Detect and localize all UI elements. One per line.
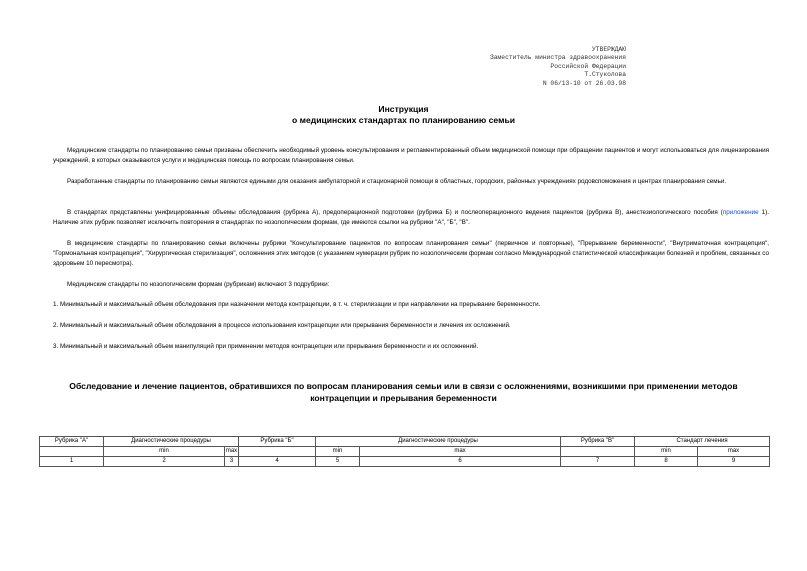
approval-signatory: Т.Стуколова [584,71,626,79]
subheader-min: min [635,447,698,457]
column-number: 5 [316,457,360,467]
column-number: 3 [225,457,239,467]
column-number: 4 [239,457,316,467]
subheader-max: max [698,447,770,457]
paragraph-included-rubrics: В медицинские стандарты по планированию семьи включены рубрики "Консультирование пациентов по вопросам планирования семьи" (первичное и повторные), "Прерывание беременности", "Внутриматочная контрацепция", "Гормональная контрацепция", "Хирургическая стерилизация", осложнения этих методов (с указанием нумерации рубрик по нозологическим формам согласно Международной статистической классификации болезней и проблем, связанных со здоровьем 10 пересмотра). [53,240,769,267]
section-title [40,381,767,404]
paragraph-rubrics-text-end: 1). Наличие этих рубрик позволяет исключить повторения в стандартах по нозологическим формам, где имеются ссылки на рубрики "А", "Б", "В". [53,209,769,226]
section-title-line2: контрацепции и прерывания беременности [310,392,497,403]
table-cell [561,447,635,457]
column-number: 9 [698,457,770,467]
subheader-min: min [316,447,360,457]
column-number: 6 [360,457,561,467]
list-item: 2. Минимальный и максимальный объем обследования в процессе использования контрацепции или прерывания беременности и лечения их осложнений. [53,322,511,329]
header-treatment-standard: Стандарт лечения [635,437,770,447]
header-rubric-a: Рубрика "А" [40,437,104,447]
approval-position: Заместитель министра здравоохранения [489,54,626,62]
subheader-max: max [360,447,561,457]
paragraph-subrubrics-intro: Медицинские стандарты по нозологическим формам (рубрикам) включают 3 подрубрики: [67,281,330,288]
paragraph-rubrics [53,208,769,228]
header-rubric-v: Рубрика "В" [561,437,635,447]
list-item: 3. Минимальный и максимальный объем манипуляций при применении методов контрацепции или прерывания беременности и их осложнений. [53,343,479,350]
approval-stamp [386,46,626,88]
paragraph-purpose: Медицинские стандарты по планированию семьи призваны обеспечить необходимый уровень консультирования и регламентированный объем медицинской помощи при обращении пациентов и могут использоваться для лицензирования учреждений, в которых оказываются услуги и медицинская помощь по вопросам планирования семьи. [53,147,769,164]
header-rubric-b: Рубрика "Б" [239,437,316,447]
document-title-line1: Инструкция [378,104,429,114]
paragraph-uniformity: Разработанные стандарты по планированию семьи являются едиными для оказания амбулаторной и стационарной помощи в областных, городских, районных учреждениях родовспоможения и центрах планирования семьи. [67,178,727,185]
table-row [40,457,770,467]
approval-number-date: N 06/13-10 от 26.03.98 [542,79,626,87]
subheader-min: min [104,447,225,457]
column-number: 8 [635,457,698,467]
header-diagnostic-procedures: Диагностические процедуры [104,437,239,447]
column-number: 2 [104,457,225,467]
approval-heading: УТВЕРЖДАЮ [591,46,626,53]
table-cell [40,447,104,457]
table-cell [239,447,316,457]
list-item: 1. Минимальный и максимальный объем обследования при назначении метода контрацепции, в т. ч. стерилизации и при направлении на прерывание беременности. [53,301,541,308]
document-title [0,104,807,126]
appendix-link[interactable]: приложение [722,209,759,216]
paragraph-rubrics-text-start: В стандартах представлены унифицированные объемы обследования (рубрика А), предоперационной подготовки (рубрика Б) и послеоперационного ведения пациентов (рубрика В), анестезиологического пособия ( [67,209,723,216]
approval-country: Российской Федерации [550,62,626,70]
column-number: 1 [40,457,104,467]
subheader-max: max [225,447,239,457]
header-diagnostic-procedures: Диагностические процедуры [316,437,561,447]
column-number: 7 [561,457,635,467]
document-title-line2: о медицинских стандартах по планированию семьи [291,115,516,125]
standards-table [39,436,770,467]
section-title-line1: Обследование и лечение пациентов, обратившихся по вопросам планирования семьи или в связи с осложнениями, возникшими при применении методов [69,381,738,391]
table-subheader-row [40,447,770,457]
table-header-row [40,437,770,447]
